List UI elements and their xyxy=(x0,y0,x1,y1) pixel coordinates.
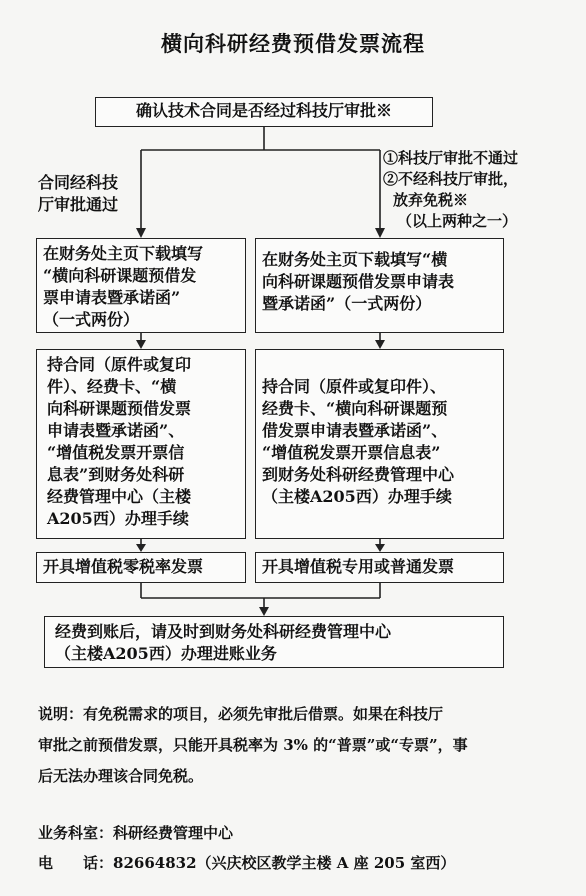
page-title: 横向科研经费预借发票流程 xyxy=(161,31,425,56)
right-submit-box: 持合同（原件或复印件）、 经费卡、“横向科研课题预 借发票申请表暨承诺函”、 “增值税发票开票信息表” 到财务处科研经费管理中心 （主楼A205西）办理手续 xyxy=(255,349,504,539)
final-step-box: 经费到账后，请及时到财务处科研经费管理中心 （主楼A205西）办理进账业务 xyxy=(44,616,504,668)
left-invoice-box: 开具增值税零税率发票 xyxy=(36,552,246,583)
office-line: 业务科室：科研经费管理中心 xyxy=(38,824,234,842)
right-invoice-box: 开具增值税专用或普通发票 xyxy=(255,552,504,583)
arrow-left-2 xyxy=(136,340,146,349)
arrow-bottom xyxy=(259,607,269,616)
right-condition-label: ①科技厅审批不通过 ②不经科技厅审批， 放弃免税※ （以上两种之一） xyxy=(383,149,519,230)
right-download-box: 在财务处主页下载填写“横 向科研课题预借发票申请表 暨承诺函”（一式两份） xyxy=(255,238,504,333)
left-condition-label: 合同经科技 厅审批通过 xyxy=(38,173,119,214)
arrow-left-1 xyxy=(136,228,146,238)
explanation-note: 说明：有免税需求的项目，必须先审批后借票。如果在科技厅 审批之前预借发票，只能开具税率为 3% 的“普票”或“专票”，事 后无法办理该合同免税。 xyxy=(38,705,468,785)
left-download-box: 在财务处主页下载填写 “横向科研课题预借发 票申请表暨承诺函” （一式两份） xyxy=(36,238,246,333)
left-submit-box: 持合同（原件或复印 件）、经费卡、“横 向科研课题预借发票 申请表暨承诺函”、 “增值税发票开票信 息表”到财务处科研 经费管理中心（主楼 A205西）办理手续 xyxy=(36,349,246,539)
arrow-left-3 xyxy=(136,544,146,552)
arrow-right-2 xyxy=(375,340,385,349)
arrow-right-3 xyxy=(375,544,385,552)
top-decision-box: 确认技术合同是否经过科技厅审批※ xyxy=(95,97,433,127)
contact-info xyxy=(38,818,578,878)
phone-line: 电 话：82664832（兴庆校区教学主楼 A 座 205 室西） xyxy=(38,854,456,872)
